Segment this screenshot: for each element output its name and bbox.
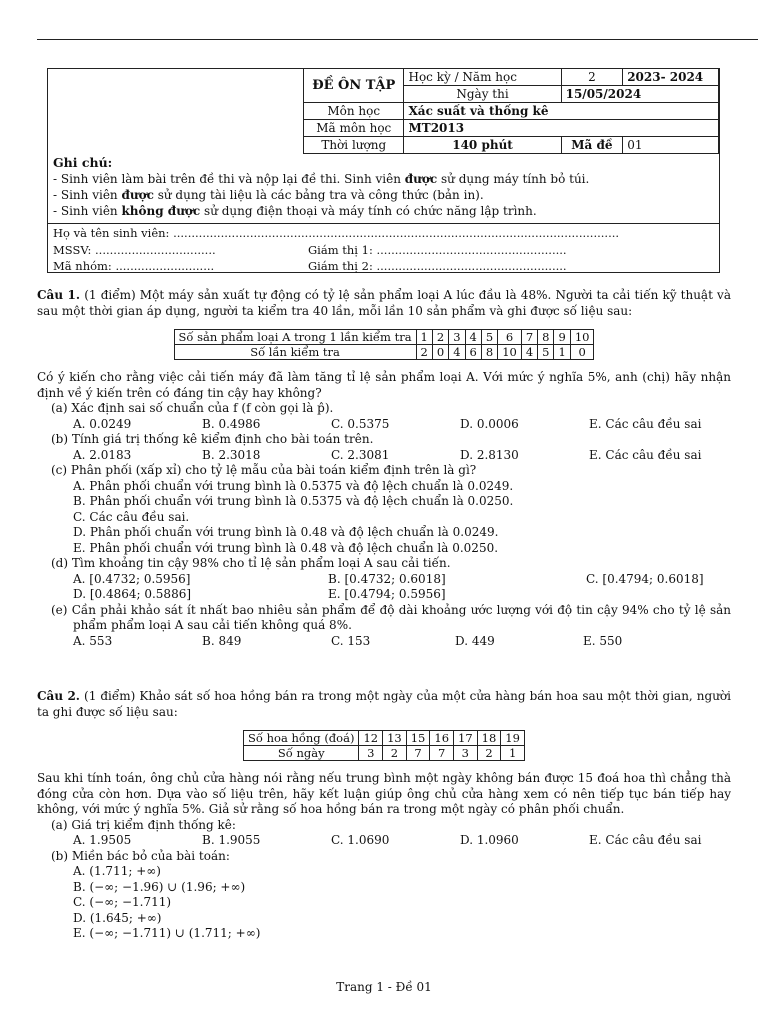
course-code-label: Mã môn học <box>304 120 404 137</box>
q1-row1-cell: 5 <box>481 330 497 345</box>
mssv-field[interactable]: MSSV: ................................. <box>53 242 216 257</box>
proctor-2-field[interactable]: Giám thị 2: .................................................... <box>308 259 567 273</box>
group-field[interactable]: Mã nhóm: ........................... <box>53 259 215 273</box>
exam-code-label: Mã đề <box>561 137 623 154</box>
group-line <box>53 258 713 275</box>
q2-row2-cell: 2 <box>383 746 407 761</box>
q1b-option-c[interactable]: C. 2.3081 <box>331 447 390 462</box>
q1-row1-cell: 8 <box>538 330 554 345</box>
q2-row2-cell: 1 <box>501 746 525 761</box>
q1a-option-a[interactable]: A. 0.0249 <box>73 416 132 431</box>
date-value: 15/05/2024 <box>561 86 718 103</box>
q2-row1-cell: 13 <box>383 731 407 746</box>
q1b-options <box>37 448 731 464</box>
top-rule <box>37 39 758 40</box>
q1-question: Có ý kiến cho rằng việc cải tiến máy đã làm tăng tỉ lệ sản phẩm loại A. Với mức ý nghĩa 5%, anh (chị) hãy nhận định về ý kiến trên có đáng tin cậy hay không? <box>37 370 731 400</box>
q2-row2-cell: 2 <box>477 746 501 761</box>
student-info <box>53 225 713 275</box>
q1e-text: (e) Cần phải khảo sát ít nhất bao nhiêu sản phẩm để độ dài khoảng ước lượng với độ tin cậy 94% cho tỷ lệ sản phẩm phẩm loại A sau cải tiến không quá 8%. <box>51 602 731 632</box>
q1d-option-b[interactable]: B. [0.4732; 0.6018] <box>328 571 446 586</box>
q1a-option-b[interactable]: B. 0.4986 <box>202 416 261 431</box>
q1-row1-cell: 1 <box>416 330 432 345</box>
q1-row1-cell: 3 <box>449 330 465 345</box>
q1b-option-a[interactable]: A. 2.0183 <box>73 447 132 462</box>
year-value: 2023- 2024 <box>623 69 719 86</box>
q1-row2-cell: 1 <box>554 345 570 360</box>
term-label: Học kỳ / Năm học <box>404 69 561 86</box>
q2-row1-cell: 15 <box>406 731 430 746</box>
q2a-option-d[interactable]: D. 1.0960 <box>460 833 519 847</box>
q2b-option-c[interactable]: C. (−∞; −1.711) <box>73 895 172 909</box>
q2a-option-e[interactable]: E. Các câu đều sai <box>589 833 702 847</box>
q1c-option-d[interactable]: D. Phân phối chuẩn với trung bình là 0.48 và độ lệch chuẩn là 0.0249. <box>73 525 499 539</box>
duration-label: Thời lượng <box>304 137 404 154</box>
q2a-option-a[interactable]: A. 1.9505 <box>73 833 132 847</box>
q1e-option-d[interactable]: D. 449 <box>455 633 495 648</box>
q1c-option-b[interactable]: B. Phân phối chuẩn với trung bình là 0.5375 và độ lệch chuẩn là 0.0250. <box>73 494 514 508</box>
mssv-line <box>53 242 713 259</box>
exam-header <box>47 68 720 273</box>
note-3: - Sinh viên không được sử dụng điện thoại và máy tính có chức năng lập trình. <box>53 204 537 218</box>
page-footer: Trang 1 - Đề 01 <box>336 980 432 994</box>
header-separator <box>48 223 719 224</box>
q2-intro: Câu 2. (1 điểm) Khảo sát số hoa hồng bán ra trong một ngày của một cửa hàng bán hoa sau một thời gian, người ta ghi được số liệu sau: <box>37 689 731 719</box>
exam-title: ĐỀ ÔN TẬP <box>304 69 404 103</box>
q1a-text: (a) Xác định sai số chuẩn của f (f còn gọi là p̂). <box>51 401 334 415</box>
q1d-option-c[interactable]: C. [0.4794; 0.6018] <box>586 571 704 586</box>
q1a-option-c[interactable]: C. 0.5375 <box>331 416 390 431</box>
subject-value: Xác suất và thống kê <box>404 103 719 120</box>
q1-row1-label: Số sản phẩm loại A trong 1 lần kiểm tra <box>174 330 416 345</box>
q2-row1-cell: 19 <box>501 731 525 746</box>
q2-row2-cell: 3 <box>359 746 383 761</box>
q2a-option-b[interactable]: B. 1.9055 <box>202 833 261 847</box>
q1e-option-c[interactable]: C. 153 <box>331 633 371 648</box>
term-value: 2 <box>561 69 623 86</box>
q1-row2-cell: 10 <box>498 345 522 360</box>
question-2 <box>37 689 731 942</box>
q2-row1-label: Số hoa hồng (đoá) <box>244 731 359 746</box>
q2-data-table <box>243 730 525 761</box>
exam-code-value: 01 <box>623 137 719 154</box>
q1a-option-e[interactable]: E. Các câu đều sai <box>589 416 702 431</box>
q1d-option-a[interactable]: A. [0.4732; 0.5956] <box>73 571 191 586</box>
student-name-line[interactable]: Họ và tên sinh viên: .......................................................................................................................... <box>53 226 620 240</box>
q1-row2-cell: 0 <box>432 345 448 360</box>
q1b-text: (b) Tính giá trị thống kê kiểm định cho bài toán trên. <box>51 432 374 446</box>
q1-row2-label: Số lần kiểm tra <box>174 345 416 360</box>
question-1 <box>37 288 731 649</box>
q1-row1-cell: 7 <box>521 330 537 345</box>
q1c-option-a[interactable]: A. Phân phối chuẩn với trung bình là 0.5375 và độ lệch chuẩn là 0.0249. <box>73 478 514 493</box>
proctor-1-field[interactable]: Giám thị 1: .................................................... <box>308 242 567 257</box>
q1c-option-c[interactable]: C. Các câu đều sai. <box>73 509 190 524</box>
q1c-option-e[interactable]: E. Phân phối chuẩn với trung bình là 0.48 và độ lệch chuẩn là 0.0250. <box>73 540 499 555</box>
subject-label: Môn học <box>304 103 404 120</box>
q2b-text: (b) Miền bác bỏ của bài toán: <box>51 848 230 863</box>
notes <box>53 155 713 219</box>
q1e-options <box>37 634 731 650</box>
q1-row2-cell: 6 <box>465 345 481 360</box>
q1-row2-cell: 4 <box>521 345 537 360</box>
q1-row2-cell: 5 <box>538 345 554 360</box>
q2-question: Sau khi tính toán, ông chủ cửa hàng nói rằng nếu trung bình một ngày không bán được 15 đoá hoa thì chẳng thà đóng cửa còn hơn. Dựa vào số liệu trên, hãy kết luận giúp ông chủ cửa hàng xem có nên tiếp tục bán tiếp hay không, với mức ý nghĩa 5%. Giả sử rằng số hoa hồng bán ra trong một ngày có phân phối chuẩn. <box>37 771 731 816</box>
q1e-option-e[interactable]: E. 550 <box>583 633 623 648</box>
exam-info-table <box>303 68 719 154</box>
q2a-text: (a) Giá trị kiểm định thống kê: <box>51 817 236 832</box>
q2-row2-label: Số ngày <box>244 746 359 761</box>
q1-row1-cell: 6 <box>498 330 522 345</box>
q1-row2-cell: 4 <box>449 345 465 360</box>
q1-row1-cell: 9 <box>554 330 570 345</box>
q1-row1-cell: 4 <box>465 330 481 345</box>
q2-row1-cell: 12 <box>359 731 383 746</box>
q1d-options-row1 <box>37 572 731 588</box>
q1d-option-e[interactable]: E. [0.4794; 0.5956] <box>328 587 446 601</box>
q1-row2-cell: 8 <box>481 345 497 360</box>
q2-row1-cell: 18 <box>477 731 501 746</box>
q1d-option-d[interactable]: D. [0.4864; 0.5886] <box>73 587 192 601</box>
note-1: - Sinh viên làm bài trên đề thi và nộp lại đề thi. Sinh viên được sử dụng máy tính bỏ túi. <box>53 172 590 186</box>
course-code-value: MT2013 <box>404 120 719 137</box>
q1-row1-cell: 10 <box>570 330 594 345</box>
q1b-option-b[interactable]: B. 2.3018 <box>202 447 261 462</box>
q1b-option-d[interactable]: D. 2.8130 <box>460 447 519 462</box>
q1d-options-row2 <box>37 587 731 603</box>
q1-row2-cell: 2 <box>416 345 432 360</box>
q1-data-table <box>174 329 595 360</box>
q2-row2-cell: 3 <box>454 746 478 761</box>
duration-value: 140 phút <box>404 137 561 154</box>
q2a-options <box>37 833 731 849</box>
q1b-option-e[interactable]: E. Các câu đều sai <box>589 447 702 462</box>
q2-row2-cell: 7 <box>406 746 430 761</box>
q2-row2-cell: 7 <box>430 746 454 761</box>
q2a-option-c[interactable]: C. 1.0690 <box>331 833 390 847</box>
q2b-option-b[interactable]: B. (−∞; −1.96) ∪ (1.96; +∞) <box>73 879 246 894</box>
q1d-text: (d) Tìm khoảng tin cậy 98% cho tỉ lệ sản phẩm loại A sau cải tiến. <box>51 556 451 570</box>
q1e-option-b[interactable]: B. 849 <box>202 633 242 648</box>
q1c-text: (c) Phân phối (xấp xỉ) cho tỷ lệ mẫu của bài toán kiểm định trên là gì? <box>51 463 477 477</box>
q1a-option-d[interactable]: D. 0.0006 <box>460 416 519 431</box>
q1e-option-a[interactable]: A. 553 <box>73 633 113 648</box>
q2-row1-cell: 17 <box>454 731 478 746</box>
q1a-options <box>37 417 731 433</box>
q1-intro: Câu 1. (1 điểm) Một máy sản xuất tự động có tỷ lệ sản phẩm loại A lúc đầu là 48%. Người ta cải tiến kỹ thuật và sau một thời gian áp dụng, người ta kiểm tra 40 lần, mỗi lần 10 sản phẩm và ghi được số liệu sau: <box>37 288 731 318</box>
notes-title: Ghi chú: <box>53 155 113 170</box>
q2-row1-cell: 16 <box>430 731 454 746</box>
q1-row2-cell: 0 <box>570 345 594 360</box>
note-2: - Sinh viên được sử dụng tài liệu là các bảng tra và công thức (bản in). <box>53 188 484 202</box>
q1-row1-cell: 2 <box>432 330 448 345</box>
date-label: Ngày thi <box>404 86 561 103</box>
q2b-option-a[interactable]: A. (1.711; +∞) <box>73 864 161 878</box>
q2b-option-d[interactable]: D. (1.645; +∞) <box>73 910 162 925</box>
q2b-option-e[interactable]: E. (−∞; −1.711) ∪ (1.711; +∞) <box>73 926 261 940</box>
